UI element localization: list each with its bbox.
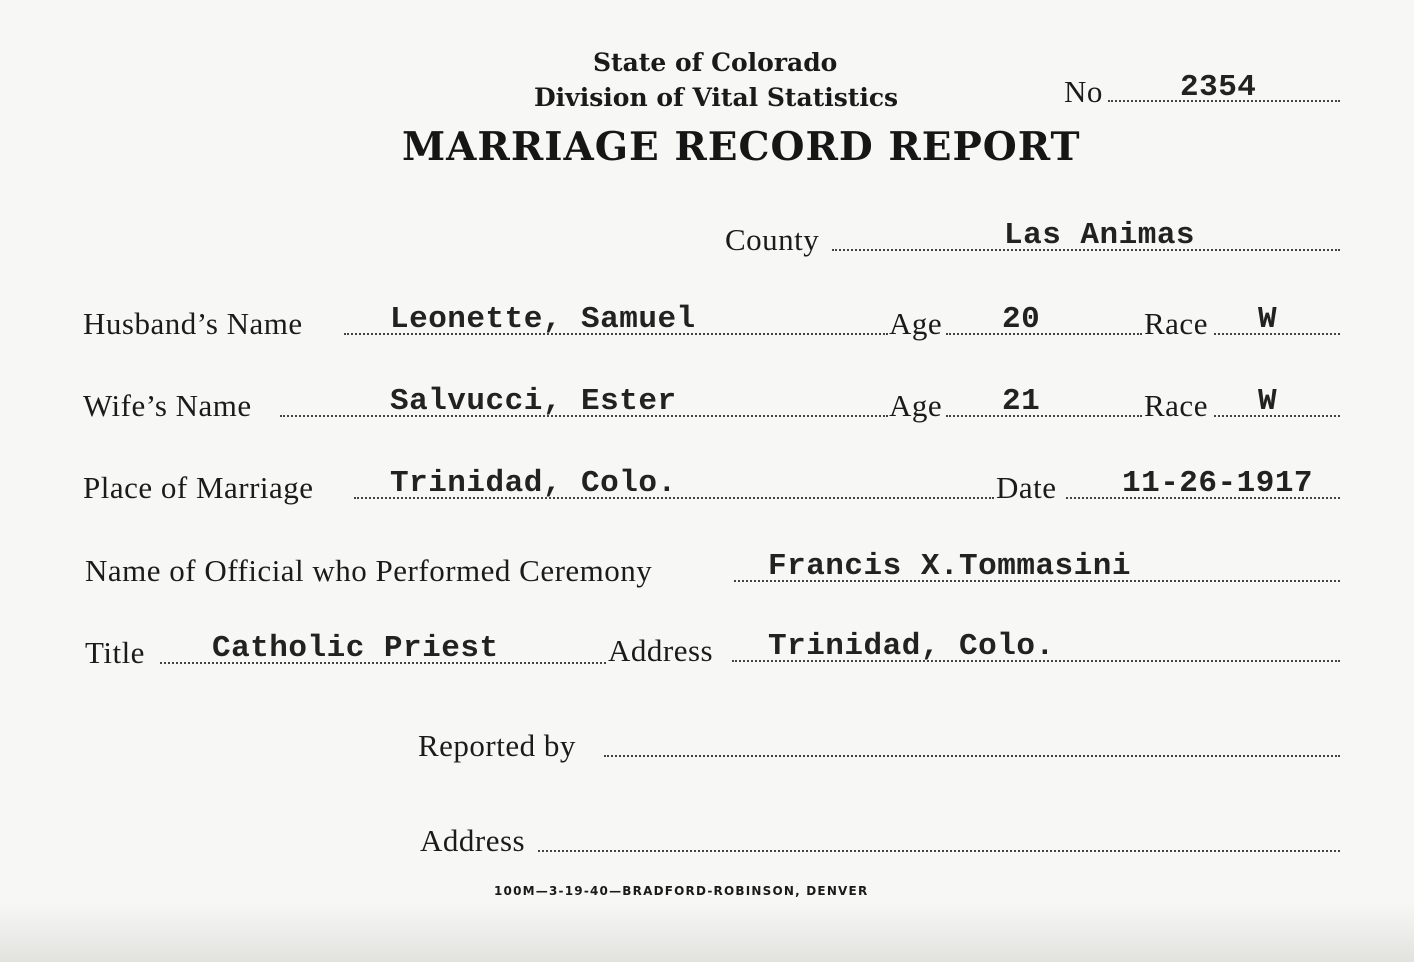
husband-age-line bbox=[946, 333, 1142, 335]
official-address-label: Address bbox=[608, 633, 714, 668]
reporter-address-label: Address bbox=[420, 823, 526, 858]
division-heading: Division of Vital Statistics bbox=[534, 83, 899, 112]
wife-name-label: Wife’s Name bbox=[83, 388, 252, 423]
reporter-address-line bbox=[538, 850, 1340, 852]
date-label: Date bbox=[996, 470, 1057, 505]
official-label: Name of Official who Performed Ceremony bbox=[85, 553, 653, 588]
wife-age-label: Age bbox=[889, 388, 943, 423]
state-heading: State of Colorado bbox=[593, 48, 838, 77]
wife-name-value: Salvucci, Ester bbox=[390, 384, 677, 419]
husband-name-value: Leonette, Samuel bbox=[390, 302, 696, 337]
place-value: Trinidad, Colo. bbox=[390, 466, 677, 501]
husband-name-label: Husband’s Name bbox=[83, 306, 303, 341]
form-title: MARRIAGE RECORD REPORT bbox=[402, 124, 1081, 170]
wife-race-label: Race bbox=[1144, 388, 1208, 423]
husband-race-label: Race bbox=[1144, 306, 1208, 341]
official-title-label: Title bbox=[85, 635, 145, 670]
record-number-value: 2354 bbox=[1180, 70, 1257, 105]
husband-race-value: W bbox=[1258, 302, 1278, 337]
wife-age-value: 21 bbox=[1002, 384, 1041, 419]
date-value: 11-26-1917 bbox=[1122, 466, 1314, 501]
record-number-label: No bbox=[1064, 74, 1103, 109]
official-value: Francis X.Tommasini bbox=[768, 549, 1131, 584]
husband-age-value: 20 bbox=[1002, 302, 1041, 337]
county-label: County bbox=[725, 222, 820, 257]
wife-age-line bbox=[946, 415, 1142, 417]
paper-grain bbox=[0, 902, 1414, 962]
reported-by-line bbox=[604, 755, 1340, 757]
place-label: Place of Marriage bbox=[83, 470, 314, 505]
county-value: Las Animas bbox=[1004, 218, 1196, 253]
husband-age-label: Age bbox=[889, 306, 943, 341]
official-title-value: Catholic Priest bbox=[212, 631, 499, 666]
reported-by-label: Reported by bbox=[418, 728, 576, 763]
wife-race-value: W bbox=[1258, 384, 1278, 419]
printer-imprint: 100M—3-19-40—BRADFORD-ROBINSON, DENVER bbox=[494, 884, 869, 898]
official-address-value: Trinidad, Colo. bbox=[768, 629, 1055, 664]
